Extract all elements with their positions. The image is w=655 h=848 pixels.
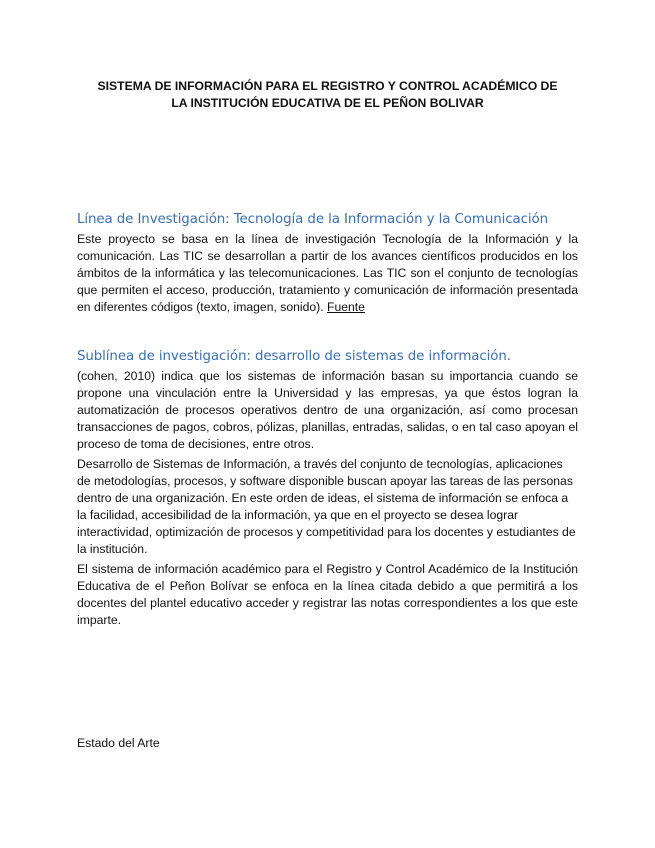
source-link[interactable]: Fuente	[327, 300, 365, 314]
subline-paragraph-2: Desarrollo de Sistemas de Información, a través del conjunto de tecnologías, aplicaciones de metodologías, procesos, y software disponible buscan apoyar las tareas de las personas dentro de una organización. En este orden de ideas, el sistema de información se enfoca a la facilidad, accesibilidad de la información, ya que en el proyecto se desea lograr interactividad, optimización de procesos y competitividad para los docentes y estudiantes de la institución.	[77, 457, 576, 556]
state-of-art-heading: Estado del Arte	[77, 736, 160, 750]
document-title	[70, 78, 585, 112]
subline-paragraph-3: El sistema de información académico para el Registro y Control Académico de la Institución Educativa de el Peñon Bolívar se enfoca en la línea citada debido a que permitirá a los docentes del plantel educativo acceder y registrar las notas correspondientes a los que este imparte.	[77, 562, 578, 627]
document-title-line-1: SISTEMA DE INFORMACIÓN PARA EL REGISTRO Y CONTROL ACADÉMICO DE	[97, 79, 558, 93]
research-line-heading: Línea de Investigación: Tecnología de la Información y la Comunicación	[77, 212, 548, 227]
document-title-line-2: LA INSTITUCIÓN EDUCATIVA DE EL PEÑON BOLIVAR	[171, 96, 484, 110]
subline-paragraph-1: (cohen, 2010) indica que los sistemas de información basan su importancia cuando se propone una vinculación entre la Universidad y las empresas, ya que éstos logran la automatización de procesos operativos dentro de una organización, así como procesan transacciones de pagos, cobros, pólizas, planillas, entradas, salidas, o en tal caso apoyan el proceso de toma de decisiones, entre otros.	[77, 369, 578, 451]
research-line-text: Este proyecto se basa en la línea de investigación Tecnología de la Información y la comunicación. Las TIC se desarrollan a partir de los avances científicos producidos en los ámbitos de la informática y las telecomunicaciones. Las TIC son el conjunto de tecnologías que permiten el acceso, producción, tratamiento y comunicación de información presentada en diferentes códigos (texto, imagen, sonido).	[77, 232, 578, 314]
research-line-paragraph	[77, 231, 578, 316]
research-subline-heading: Sublínea de investigación: desarrollo de sistemas de información.	[77, 349, 511, 364]
